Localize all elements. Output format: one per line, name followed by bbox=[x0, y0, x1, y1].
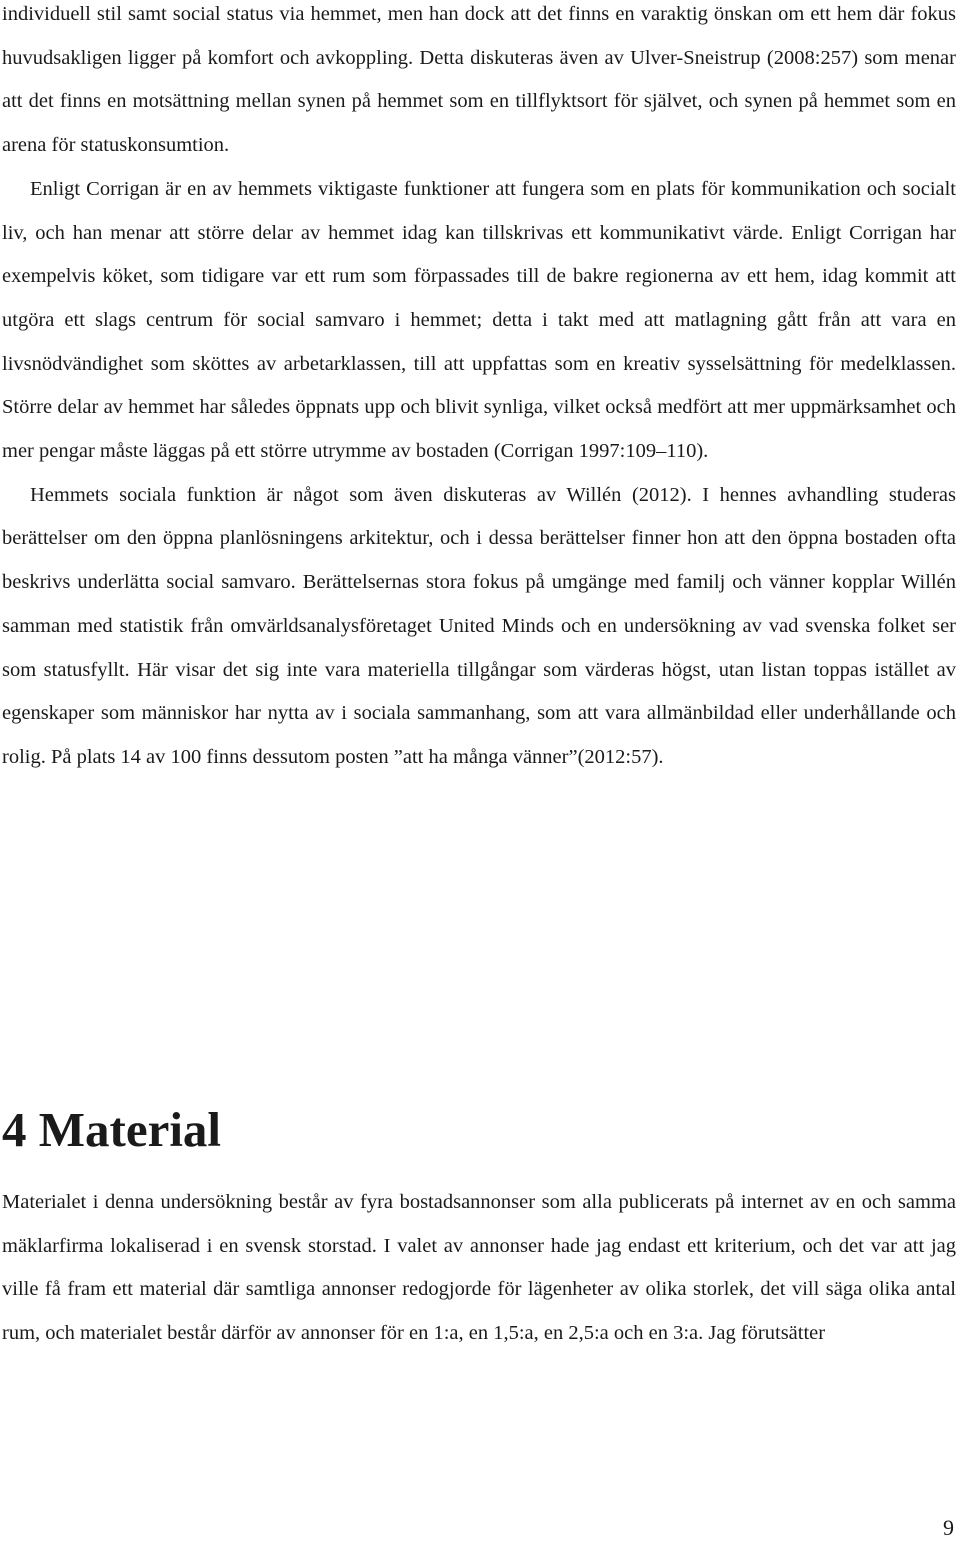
paragraph-continuation: individuell stil samt social status via hemmet, men han dock att det finns en varaktig önskan om ett hem där fokus huvudsakligen ligger på komfort och avkoppling. Detta diskuteras även av Ulver-Sneistrup (2008:257) som menar att det finns en motsättning mellan synen på hemmet som en tillflyktsort för självet, och synen på hemmet som en arena för statuskonsumtion. bbox=[2, 3, 956, 157]
paragraph-corrigan: Enligt Corrigan är en av hemmets viktigaste funktioner att fungera som en plats för kommunikation och socialt liv, och han menar att större delar av hemmet idag kan tillskrivas ett kommunikativt värde. Enligt Corrigan har exempelvis köket, som tidigare var ett rum som förpassades till de bakre regionerna av ett hem, idag kommit att utgöra ett slags centrum för social samvaro i hemmet; detta i takt med att matlagning gått från att vara en livsnödvändighet som sköttes av arbetarklassen, till att uppfattas som en kreativ sysselsättning för medelklassen. Större delar av hemmet har således öppnats upp och blivit synliga, vilket också medfört att mer uppmärksamhet och mer pengar måste läggas på ett större utrymme av bostaden (Corrigan 1997:109–110). bbox=[2, 177, 956, 463]
paragraph-material: Materialet i denna undersökning består av fyra bostadsannonser som alla publicerats på internet av en och samma mäklarfirma lokaliserad i en svensk storstad. I valet av annonser hade jag endast ett kriterium, och det var att jag ville få fram ett material där samtliga annonser redogjorde för lägenheter av olika storlek, det vill säga olika antal rum, och materialet består därför av annonser för en 1:a, en 1,5:a, en 2,5:a och en 3:a. Jag förutsätter bbox=[2, 1191, 956, 1345]
section-heading: 4 Material bbox=[2, 1102, 222, 1157]
page-number: 9 bbox=[943, 1515, 954, 1540]
paragraph-willen: Hemmets sociala funktion är något som även diskuteras av Willén (2012). I hennes avhandling studeras berättelser om den öppna planlösningens arkitektur, och i dessa berättelser finner hon att den öppna bostaden ofta beskrivs underlätta social samvaro. Berättelsernas stora fokus på umgänge med familj och vänner kopplar Willén samman med statistik från omvärldsanalysföretaget United Minds och en undersökning av vad svenska folket ser som statusfyllt. Här visar det sig inte vara materiella tillgångar som värderas högst, utan listan toppas istället av egenskaper som människor har nytta av i sociala sammanhang, som att vara allmänbildad eller underhållande och rolig. På plats 14 av 100 finns dessutom posten ”att ha många vänner”(2012:57). bbox=[2, 483, 956, 768]
body-text-after-heading bbox=[2, 1181, 956, 1356]
body-text-before-heading bbox=[2, 0, 956, 780]
